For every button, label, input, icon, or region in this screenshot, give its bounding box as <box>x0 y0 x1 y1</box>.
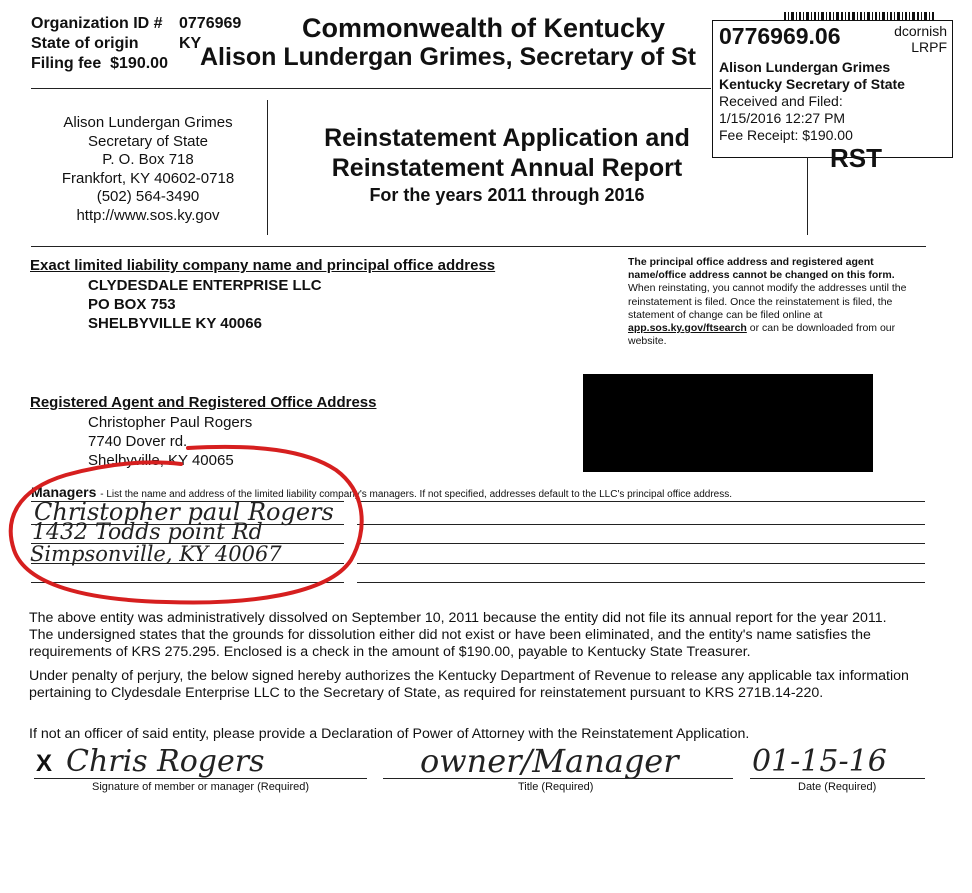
stamp-line: Received and Filed: <box>719 93 843 109</box>
manager-line <box>357 563 925 564</box>
manager-line <box>357 501 925 502</box>
fee-value: $190.00 <box>110 55 168 72</box>
clerk-name: dcornish <box>894 23 947 39</box>
divider <box>807 157 808 235</box>
managers-instruction: - List the name and address of the limited liability company's managers. If not specified, addresses default to the LLC's principal office address. <box>100 489 732 500</box>
org-id-value: 0776969 <box>179 15 242 32</box>
notice-text: When reinstating, you cannot modify the addresses until the reinstatement is filed. Once the reinstatement is filed, the statement of change can be filed online at <box>628 282 907 321</box>
company-address <box>88 276 322 333</box>
red-circle-annotation <box>6 440 376 612</box>
document-subtitle: Alison Lundergan Grimes, Secretary of St <box>200 43 696 71</box>
signature-line <box>34 778 367 779</box>
signature-x-mark: X <box>36 750 53 777</box>
stamp-line: Alison Lundergan Grimes <box>719 59 891 75</box>
manager-line <box>357 543 925 544</box>
fee-label: Filing fee <box>31 55 102 72</box>
company-section-label: Exact limited liability company name and principal office address <box>30 257 496 274</box>
managers-label: Managers <box>31 484 97 500</box>
stamp-body <box>719 59 905 144</box>
agent-name: Christopher Paul Rogers <box>88 414 253 431</box>
report-title-line1: Reinstatement Application and <box>324 124 690 152</box>
manager-city-handwriting: Simpsonville, KY 40067 <box>30 542 282 566</box>
date-line <box>750 778 925 779</box>
report-title-line2: Reinstatement Annual Report <box>331 154 683 182</box>
company-name: CLYDESDALE ENTERPRISE LLC <box>88 277 322 294</box>
agent-street: 7740 Dover rd. <box>88 433 188 450</box>
company-city: SHELBYVILLE KY 40066 <box>88 315 262 332</box>
redaction-box <box>583 374 873 472</box>
agent-city: Shelbyville, KY 40065 <box>88 452 234 469</box>
report-title-block <box>272 123 742 207</box>
tax-authorization: Under penalty of perjury, the below signed hereby authorizes the Kentucky Department of Revenue to release any applicable tax information pertaining to Clydesdale Enterprise LLC to the Secretary of State, as required for reinstatement pursuant to KRS 271B.14-220. <box>29 668 909 701</box>
notice-bold: The principal office address and registered agent name/office address cannot be changed on this form. <box>628 256 895 282</box>
report-years: For the years 2011 through 2016 <box>369 185 645 205</box>
sos-office-address <box>40 114 256 225</box>
clerk-code: LRPF <box>911 39 947 55</box>
office-city: Frankfort, KY 40602-0718 <box>61 169 235 187</box>
manager-street-handwriting: 1432 Todds point Rd <box>32 520 263 545</box>
address-change-notice <box>628 256 918 348</box>
title-label: Title (Required) <box>518 781 594 793</box>
ftsearch-link[interactable]: app.sos.ky.gov/ftsearch <box>628 322 747 335</box>
manager-line <box>357 582 925 583</box>
manager-name-handwriting: Christopher paul Rogers <box>34 498 334 526</box>
office-url: http://www.sos.ky.gov <box>76 206 220 224</box>
state-label: State of origin <box>31 35 139 52</box>
signature-label: Signature of member or manager (Required) <box>92 781 310 793</box>
office-phone: (502) 564-3490 <box>96 188 200 205</box>
filing-number: 0776969.06 <box>719 23 841 49</box>
notice-tail: or can be downloaded from our website. <box>628 322 896 348</box>
org-id-label: Organization ID # <box>31 15 163 32</box>
title-line <box>383 778 733 779</box>
agent-section-label: Registered Agent and Registered Office Address <box>30 394 377 411</box>
office-title: Secretary of State <box>87 132 209 150</box>
divider <box>267 100 268 235</box>
stamp-fee: Fee Receipt: $190.00 <box>719 127 853 143</box>
filing-stamp <box>712 20 953 158</box>
divider <box>31 246 926 247</box>
manager-line <box>357 524 925 525</box>
company-street: PO BOX 753 <box>88 296 176 313</box>
document-title: Commonwealth of Kentucky <box>302 13 666 43</box>
signature-handwriting: Chris Rogers <box>66 744 265 779</box>
poa-instruction: If not an officer of said entity, please provide a Declaration of Power of Attorney with the Reinstatement Application. <box>29 726 750 742</box>
stamp-date: 1/15/2016 12:27 PM <box>719 110 846 126</box>
office-name: Alison Lundergan Grimes <box>63 114 233 131</box>
office-pobox: P. O. Box 718 <box>102 151 194 168</box>
stamp-line: Kentucky Secretary of State <box>719 76 905 92</box>
divider <box>31 88 711 89</box>
state-value: KY <box>179 35 202 52</box>
form-code: RST <box>830 143 882 173</box>
date-handwriting: 01-15-16 <box>752 744 887 779</box>
dissolution-statement: The above entity was administratively dissolved on September 10, 2011 because the entity did not file its annual report for the year 2011. The undersigned states that the grounds for dissolution either did not exist or have been eliminated, and the entity's name satisfies the requirements of KRS 275.295. Enclosed is a check in the amount of $190.00, payable to Kentucky State Treasurer. <box>29 610 887 660</box>
filing-clerk <box>894 23 947 55</box>
date-label: Date (Required) <box>798 781 877 793</box>
title-handwriting: owner/Manager <box>420 742 679 780</box>
